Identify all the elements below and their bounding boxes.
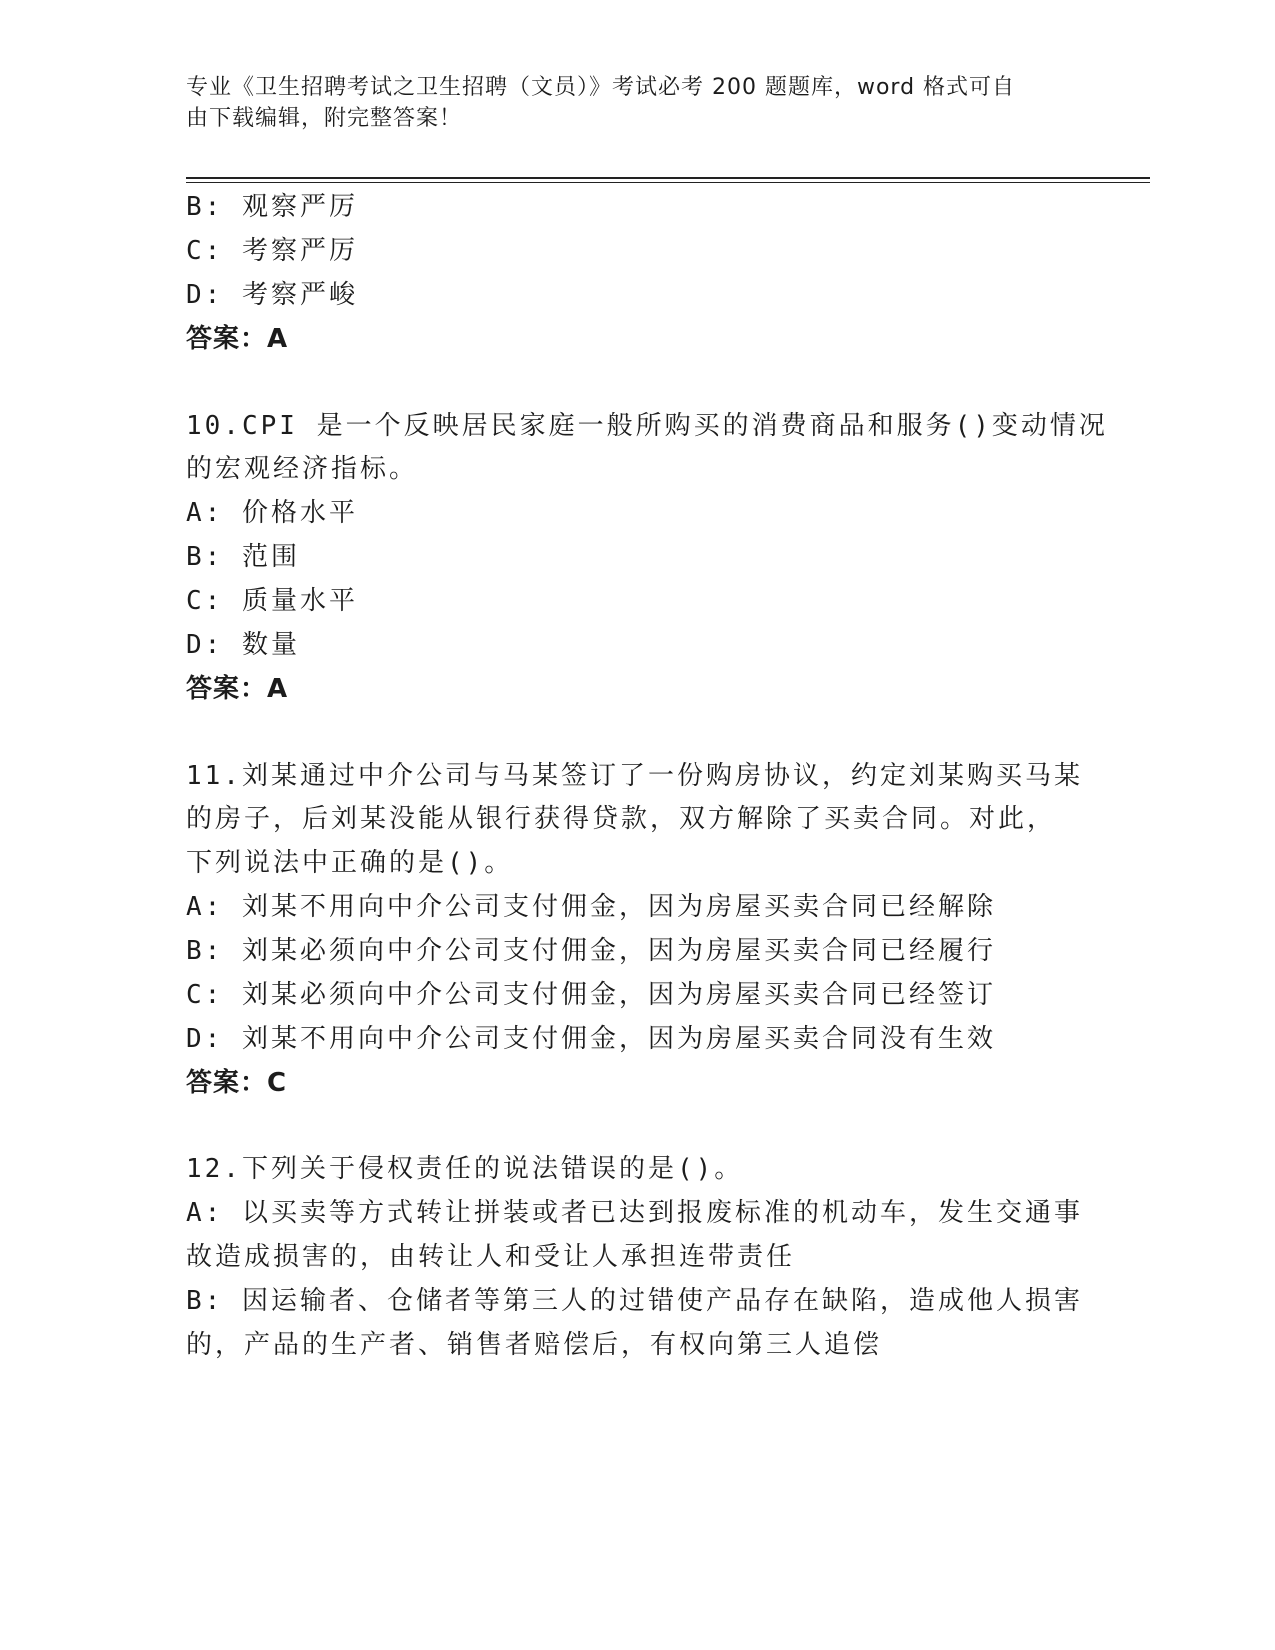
q12-option-b-line-1: B: 因运输者、仓储者等第三人的过错使产品存在缺陷，造成他人损害	[186, 1286, 1083, 1316]
header-rule-thick	[186, 177, 1150, 179]
q12-stem-line-1: 12.下列关于侵权责任的说法错误的是()。	[186, 1154, 744, 1184]
q12-option-b-line-2: 的，产品的生产者、销售者赔偿后，有权向第三人追偿	[186, 1330, 883, 1360]
q9-option-b: B: 观察严厉	[186, 192, 358, 222]
q10-stem-line-1: 10.CPI 是一个反映居民家庭一般所购买的消费商品和服务()变动情况	[186, 411, 1108, 441]
q11-option-b: B: 刘某必须向中介公司支付佣金，因为房屋买卖合同已经履行	[186, 936, 996, 966]
header-rule-thin	[186, 182, 1150, 183]
q10-answer: 答案：A	[186, 674, 289, 704]
q9-option-d: D: 考察严峻	[186, 280, 358, 310]
document-header	[186, 72, 1066, 134]
q10-option-a: A: 价格水平	[186, 498, 358, 528]
header-line-1: 专业《卫生招聘考试之卫生招聘（文员）》考试必考 200 题题库，word 格式可自	[186, 75, 1016, 100]
q10-option-d: D: 数量	[186, 630, 300, 660]
q9-answer: 答案：A	[186, 324, 289, 354]
q10-option-c: C: 质量水平	[186, 586, 358, 616]
q10-stem-line-2: 的宏观经济指标。	[186, 454, 419, 484]
q11-stem-line-3: 下列说法中正确的是()。	[186, 848, 514, 878]
q11-answer: 答案：C	[186, 1068, 288, 1098]
q11-stem-line-2: 的房子，后刘某没能从银行获得贷款，双方解除了买卖合同。对此，	[186, 804, 1057, 834]
q12-option-a-line-1: A: 以买卖等方式转让拼装或者已达到报废标准的机动车，发生交通事	[186, 1198, 1083, 1228]
q11-option-c: C: 刘某必须向中介公司支付佣金，因为房屋买卖合同已经签订	[186, 980, 996, 1010]
header-line-2: 由下载编辑，附完整答案！	[186, 106, 463, 131]
q11-stem-line-1: 11.刘某通过中介公司与马某签订了一份购房协议，约定刘某购买马某	[186, 761, 1083, 791]
q11-option-d: D: 刘某不用向中介公司支付佣金，因为房屋买卖合同没有生效	[186, 1024, 996, 1054]
q9-option-c: C: 考察严厉	[186, 236, 358, 266]
q10-option-b: B: 范围	[186, 542, 300, 572]
q12-option-a-line-2: 故造成损害的，由转让人和受让人承担连带责任	[186, 1242, 796, 1272]
q11-option-a: A: 刘某不用向中介公司支付佣金，因为房屋买卖合同已经解除	[186, 892, 996, 922]
